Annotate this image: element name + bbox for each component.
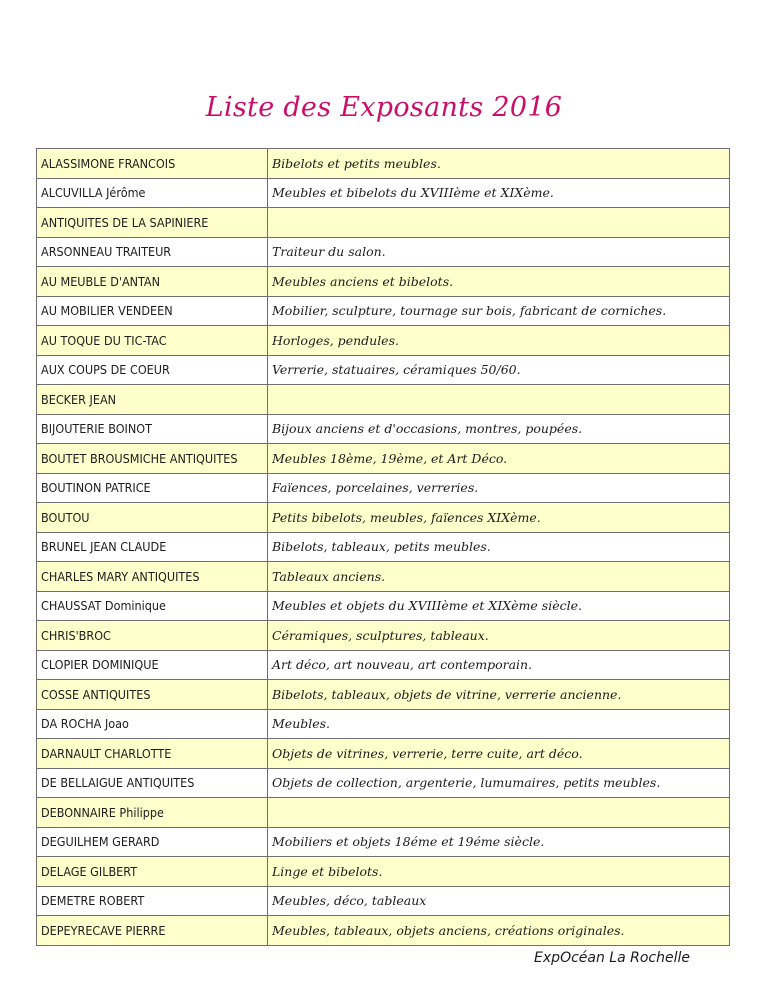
exhibitors-table — [36, 148, 730, 946]
exhibitor-description: Traiteur du salon. — [268, 237, 730, 267]
exhibitor-name: DEMETRE ROBERT — [37, 886, 268, 916]
exhibitor-name: ALCUVILLA Jérôme — [37, 178, 268, 208]
table-row — [37, 857, 730, 887]
table-row — [37, 503, 730, 533]
table-row — [37, 680, 730, 710]
exhibitor-name: AUX COUPS DE COEUR — [37, 355, 268, 385]
exhibitor-description: Petits bibelots, meubles, faïences XIXème. — [268, 503, 730, 533]
exhibitor-name: DARNAULT CHARLOTTE — [37, 739, 268, 769]
exhibitor-description: Linge et bibelots. — [268, 857, 730, 887]
exhibitor-name: AU MEUBLE D'ANTAN — [37, 267, 268, 297]
exhibitor-description: Bibelots, tableaux, objets de vitrine, verrerie ancienne. — [268, 680, 730, 710]
exhibitor-description: Meubles. — [268, 709, 730, 739]
table-row — [37, 296, 730, 326]
page-title: Liste des Exposants 2016 — [205, 92, 563, 123]
exhibitor-description: Horloges, pendules. — [268, 326, 730, 356]
exhibitor-description: Meubles 18ème, 19ème, et Art Déco. — [268, 444, 730, 474]
exhibitor-description — [268, 798, 730, 828]
exhibitor-description: Meubles anciens et bibelots. — [268, 267, 730, 297]
exhibitor-name: CHRIS'BROC — [37, 621, 268, 651]
exhibitor-name: ANTIQUITES DE LA SAPINIERE — [37, 208, 268, 238]
exhibitor-name: AU TOQUE DU TIC-TAC — [37, 326, 268, 356]
exhibitor-name: CHARLES MARY ANTIQUITES — [37, 562, 268, 592]
table-row — [37, 237, 730, 267]
exhibitor-name: CHAUSSAT Dominique — [37, 591, 268, 621]
exhibitor-description: Bibelots, tableaux, petits meubles. — [268, 532, 730, 562]
table-row — [37, 532, 730, 562]
table-row — [37, 208, 730, 238]
exhibitor-name: DELAGE GILBERT — [37, 857, 268, 887]
exhibitor-description: Objets de vitrines, verrerie, terre cuite, art déco. — [268, 739, 730, 769]
exhibitor-name: BECKER JEAN — [37, 385, 268, 415]
exhibitor-name: AU MOBILIER VENDEEN — [37, 296, 268, 326]
table-row — [37, 886, 730, 916]
table-row — [37, 798, 730, 828]
exhibitor-description: Verrerie, statuaires, céramiques 50/60. — [268, 355, 730, 385]
exhibitor-description: Meubles et objets du XVIIIème et XIXème siècle. — [268, 591, 730, 621]
exhibitor-name: BIJOUTERIE BOINOT — [37, 414, 268, 444]
table-row — [37, 591, 730, 621]
table-row — [37, 916, 730, 946]
exhibitor-name: DEPEYRECAVE PIERRE — [37, 916, 268, 946]
exhibitors-table-body — [37, 149, 730, 946]
table-row — [37, 414, 730, 444]
exhibitor-description: Objets de collection, argenterie, lumumaires, petits meubles. — [268, 768, 730, 798]
exhibitor-name: BOUTOU — [37, 503, 268, 533]
table-row — [37, 444, 730, 474]
exhibitor-name: DEGUILHEM GERARD — [37, 827, 268, 857]
exhibitor-name: COSSE ANTIQUITES — [37, 680, 268, 710]
exhibitor-name: ARSONNEAU TRAITEUR — [37, 237, 268, 267]
exhibitor-description: Bijoux anciens et d'occasions, montres, poupées. — [268, 414, 730, 444]
table-row — [37, 385, 730, 415]
table-row — [37, 326, 730, 356]
table-row — [37, 827, 730, 857]
exhibitor-description: Bibelots et petits meubles. — [268, 149, 730, 179]
exhibitor-name: BRUNEL JEAN CLAUDE — [37, 532, 268, 562]
table-row — [37, 709, 730, 739]
exhibitor-description: Céramiques, sculptures, tableaux. — [268, 621, 730, 651]
table-row — [37, 562, 730, 592]
table-row — [37, 267, 730, 297]
table-row — [37, 149, 730, 179]
exhibitor-description: Art déco, art nouveau, art contemporain. — [268, 650, 730, 680]
exhibitor-description — [268, 208, 730, 238]
exhibitor-description: Mobilier, sculpture, tournage sur bois, fabricant de corniches. — [268, 296, 730, 326]
exhibitor-name: DEBONNAIRE Philippe — [37, 798, 268, 828]
exhibitor-description: Meubles et bibelots du XVIIIème et XIXème. — [268, 178, 730, 208]
exhibitor-description — [268, 385, 730, 415]
table-row — [37, 650, 730, 680]
table-row — [37, 178, 730, 208]
table-row — [37, 473, 730, 503]
footer-brand: ExpOcéan La Rochelle — [534, 950, 690, 966]
exhibitor-description: Mobiliers et objets 18éme et 19éme siècle. — [268, 827, 730, 857]
exhibitor-name: DA ROCHA Joao — [37, 709, 268, 739]
exhibitor-name: DE BELLAIGUE ANTIQUITES — [37, 768, 268, 798]
table-row — [37, 739, 730, 769]
table-row — [37, 355, 730, 385]
exhibitor-name: CLOPIER DOMINIQUE — [37, 650, 268, 680]
exhibitor-description: Tableaux anciens. — [268, 562, 730, 592]
exhibitor-description: Faïences, porcelaines, verreries. — [268, 473, 730, 503]
exhibitor-name: ALASSIMONE FRANCOIS — [37, 149, 268, 179]
exhibitor-description: Meubles, tableaux, objets anciens, créations originales. — [268, 916, 730, 946]
exhibitor-name: BOUTET BROUSMICHE ANTIQUITES — [37, 444, 268, 474]
table-row — [37, 621, 730, 651]
exhibitor-description: Meubles, déco, tableaux — [268, 886, 730, 916]
table-row — [37, 768, 730, 798]
exhibitor-name: BOUTINON PATRICE — [37, 473, 268, 503]
